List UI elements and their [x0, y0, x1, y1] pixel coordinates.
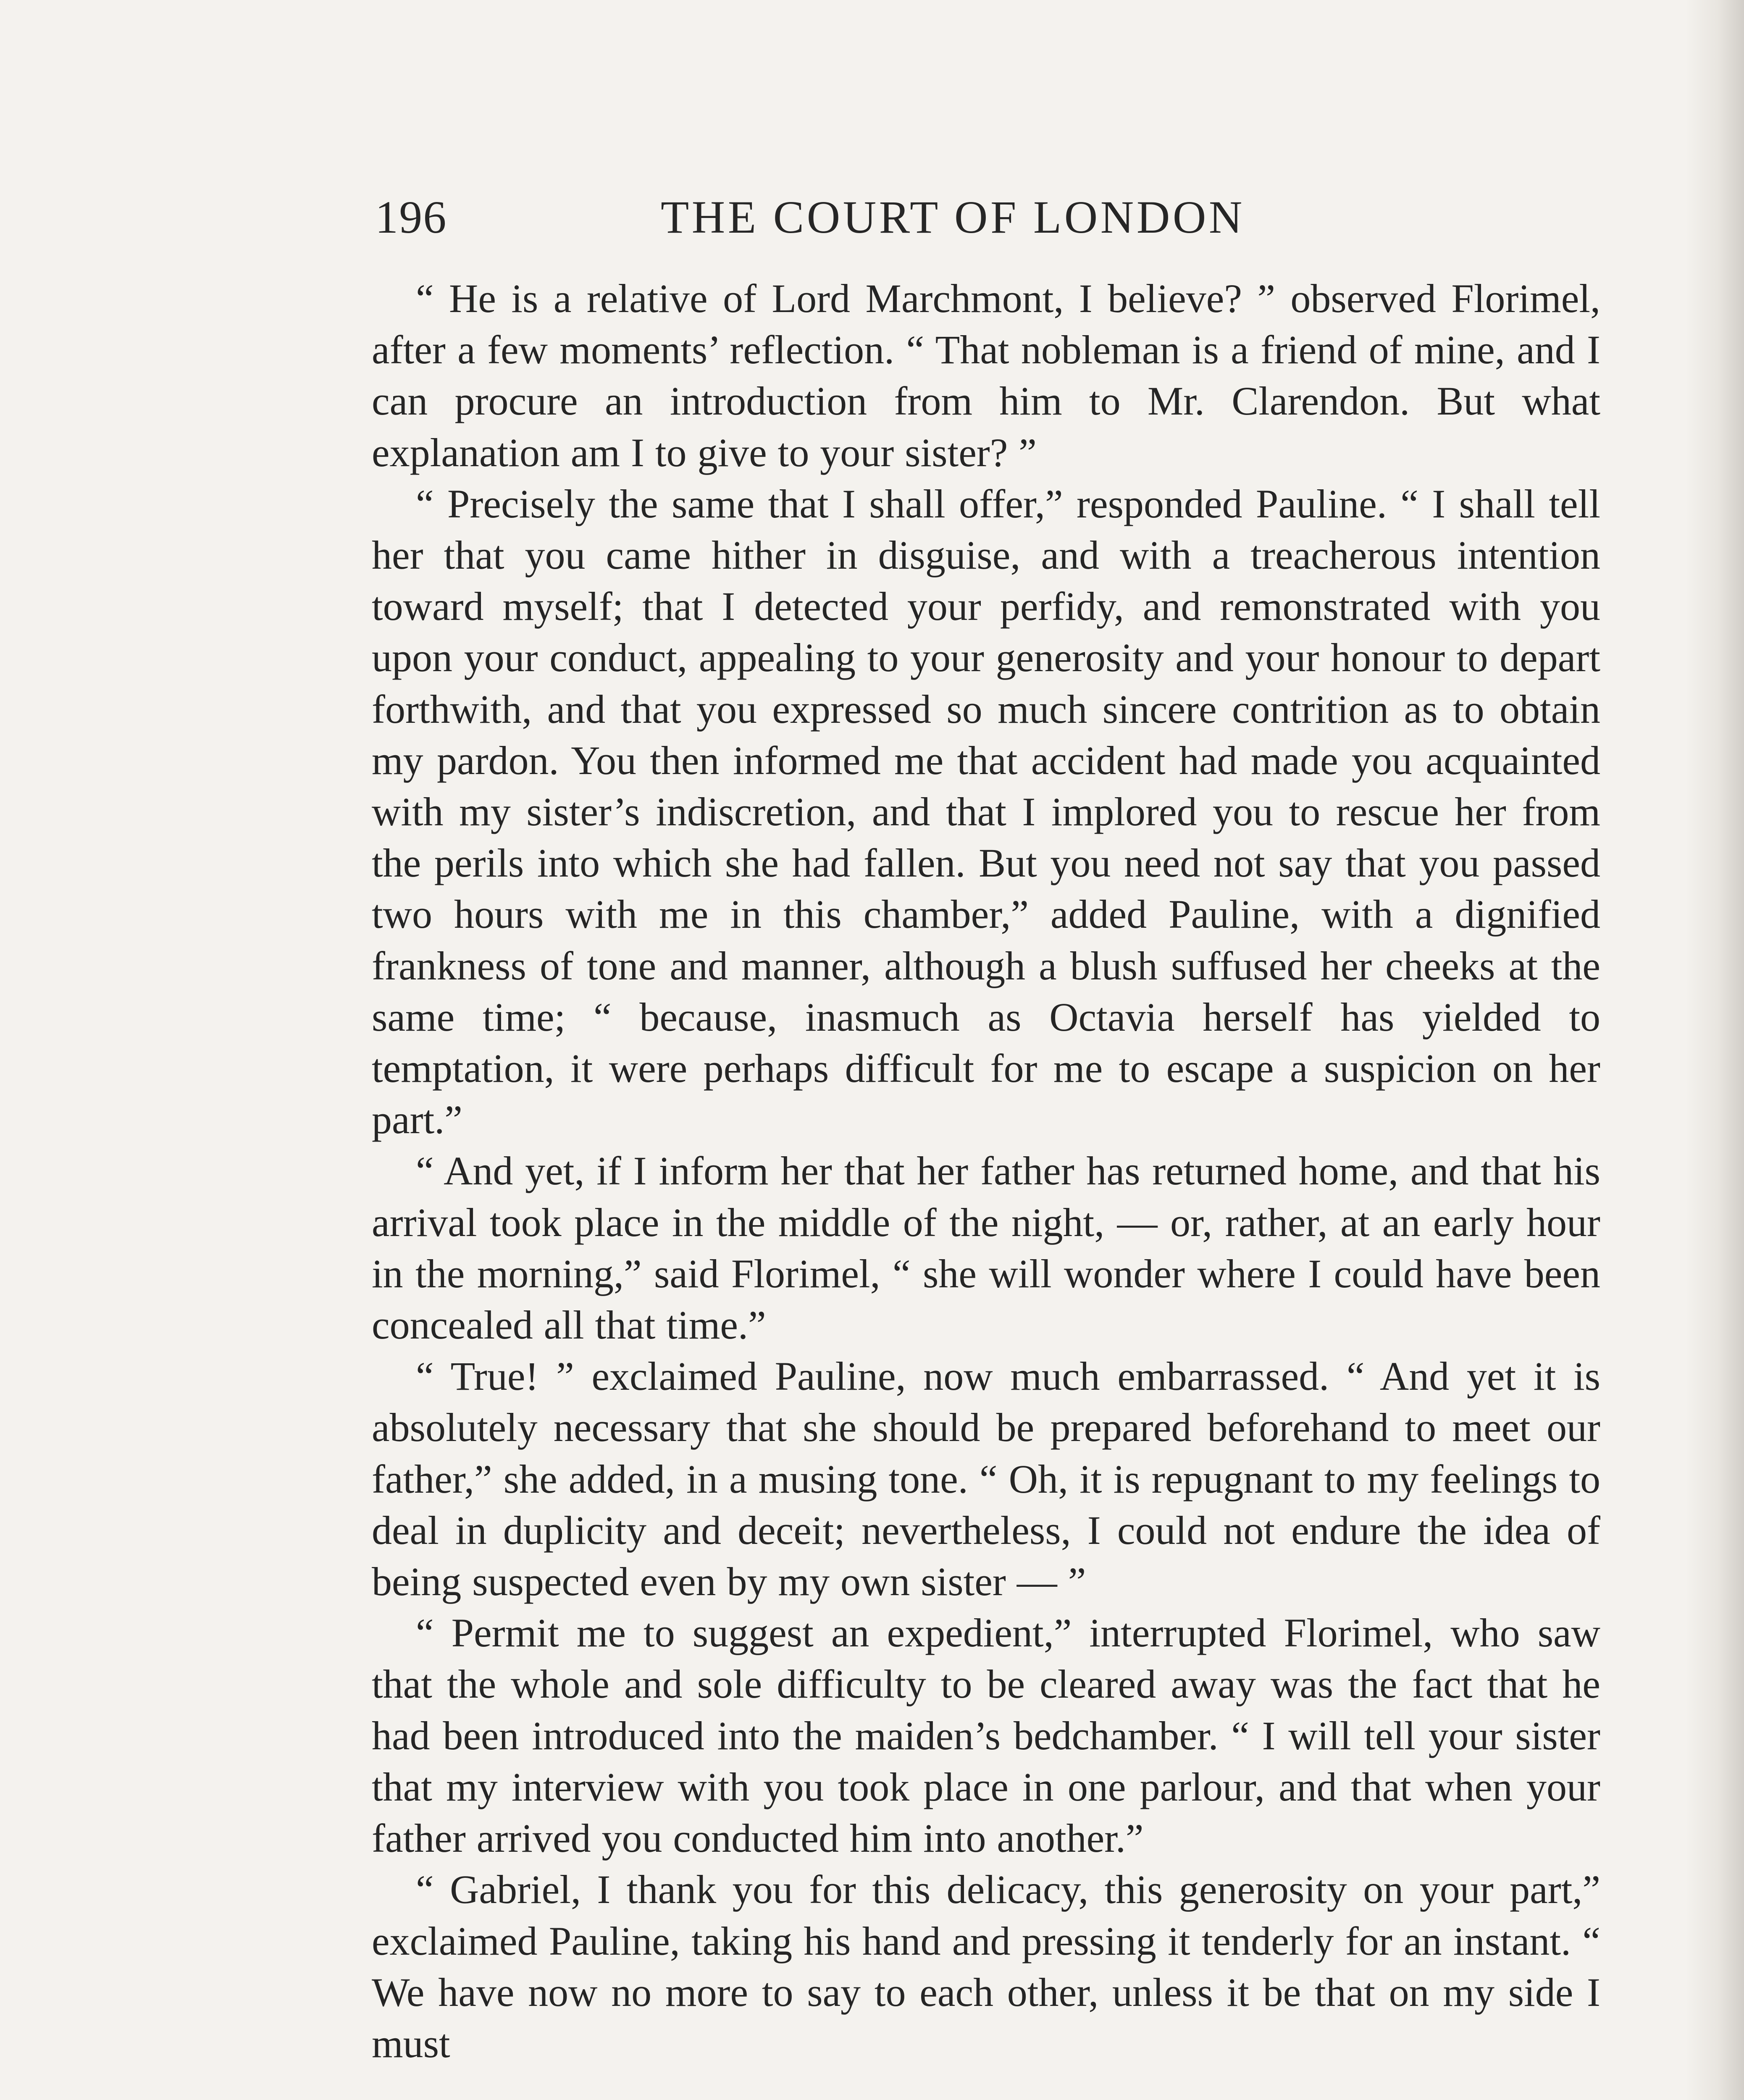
- paragraph: “ True! ” exclaimed Pauline, now much embarrassed. “ And yet it is absolutely necessary that she should be prepared beforehand to meet our father,” she added, in a musing tone. “ Oh, it is repugnant to my feelings to deal in duplicity and deceit; nevertheless, I could not endure the idea of being suspected even by my own sister — ”: [372, 1354, 1600, 1604]
- body-text: [372, 273, 1600, 2069]
- paragraph: “ He is a relative of Lord Marchmont, I believe? ” observed Florimel, after a few moments’ reflection. “ That nobleman is a friend of mine, and I can procure an introduction from him to Mr. Clarendon. But what explanation am I to give to your sister? ”: [372, 276, 1600, 475]
- running-head: THE COURT OF LONDON: [661, 192, 1245, 243]
- page-number: 196: [375, 192, 447, 243]
- page-header: [375, 185, 1600, 248]
- paragraph: “ Precisely the same that I shall offer,” responded Pauline. “ I shall tell her that you came hither in disguise, and with a treacherous intention toward myself; that I detected your perfidy, and remonstrated with you upon your conduct, appealing to your generosity and your honour to depart forthwith, and that you expressed so much sincere contrition as to obtain my pardon. You then informed me that accident had made you acquainted with my sister’s indiscretion, and that I implored you to rescue her from the perils into which she had fallen. But you need not say that you passed two hours with me in this chamber,” added Pauline, with a dignified frankness of tone and manner, although a blush suffused her cheeks at the same time; “ because, inasmuch as Octavia herself has yielded to temptation, it were perhaps difficult for me to escape a suspicion on her part.”: [372, 481, 1600, 1142]
- paragraph: “ Permit me to suggest an expedient,” interrupted Florimel, who saw that the whole and sole difficulty to be cleared away was the fact that he had been introduced into the maiden’s bedchamber. “ I will tell your sister that my interview with you took place in one parlour, and that when your father arrived you conducted him into another.”: [372, 1610, 1600, 1861]
- paragraph: “ Gabriel, I thank you for this delicacy, this generosity on your part,” exclaimed Pauline, taking his hand and pressing it tenderly for an instant. “ We have now no more to say to each other, unless it be that on my side I must: [372, 1867, 1600, 2066]
- page-edge-shadow: [1685, 0, 1744, 2100]
- paragraph: “ And yet, if I inform her that her father has returned home, and that his arrival took place in the middle of the night, — or, rather, at an early hour in the morning,” said Florimel, “ she will wonder where I could have been concealed all that time.”: [372, 1148, 1600, 1348]
